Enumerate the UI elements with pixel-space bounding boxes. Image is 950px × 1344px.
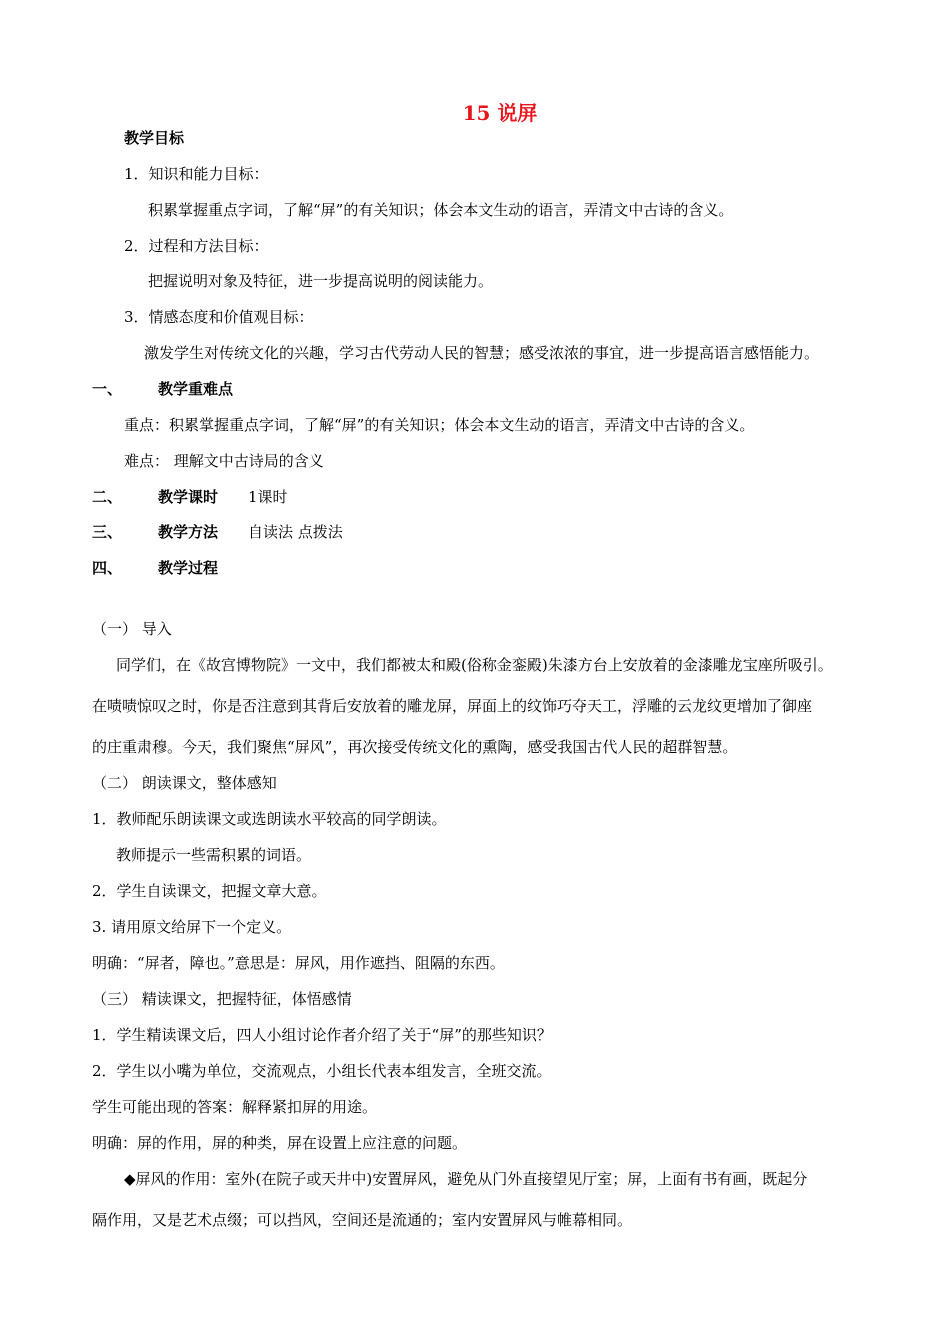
intro-line-1: 同学们，在《故宫博物院》一文中，我们都被太和殿(俗称金銮殿)朱漆方台上安放着的金漆雕龙宝座所吸引。 [116, 656, 833, 674]
part-3-possible-answer: 学生可能出现的答案：解释紧扣屏的用途。 [92, 1098, 378, 1116]
objective-2-label: 2．过程和方法目标： [124, 237, 269, 255]
objective-3-text: 激发学生对传统文化的兴趣，学习古代劳动人民的智慧；感受浓浓的事宜，进一步提高语言感悟能力。 [144, 344, 820, 362]
section-2-value: 1课时 [248, 488, 288, 506]
part-3-heading: （三） 精读课文，把握特征，体悟感情 [92, 990, 352, 1008]
section-4-heading: 教学过程 [158, 559, 219, 577]
part-2-heading: （二） 朗读课文，整体感知 [92, 774, 277, 792]
section-2-heading: 教学课时 [158, 488, 219, 506]
intro-line-3: 的庄重肃穆。今天，我们聚焦“屏风”，再次接受传统文化的熏陶，感受我国古代人民的超群智慧。 [92, 738, 738, 756]
part-3-answer: 明确：屏的作用，屏的种类，屏在设置上应注意的问题。 [92, 1134, 468, 1152]
intro-line-2: 在啧啧惊叹之时，你是否注意到其背后安放着的雕龙屏，屏面上的纹饰巧夺天工，浮雕的云龙纹更增加了御座 [92, 697, 813, 715]
section-3-heading: 教学方法 [158, 523, 219, 541]
part-2-item-3: 3. 请用原文给屏下一个定义。 [92, 918, 292, 936]
section-4-number: 四、 [92, 559, 123, 577]
document-title: 15 说屏 [462, 101, 538, 125]
key-points-text: 重点：积累掌握重点字词，了解“屏”的有关知识；体会本文生动的语言，弄清文中古诗的含义。 [124, 416, 755, 434]
section-3-number: 三、 [92, 523, 123, 541]
section-1-heading: 教学重难点 [158, 380, 234, 398]
section-1-header [92, 379, 233, 399]
section-2-number: 二、 [92, 488, 123, 506]
objective-3-label: 3．情感态度和价值观目标： [124, 308, 314, 326]
part-2-item-1: 1．教师配乐朗读课文或选朗读水平较高的同学朗读。 [92, 810, 447, 828]
part-2-item-1-note: 教师提示一些需积累的词语。 [116, 846, 312, 864]
part-3-item-2: 2．学生以小嘴为单位，交流观点，小组长代表本组发言，全班交流。 [92, 1062, 552, 1080]
part-3-item-1: 1．学生精读课文后，四人小组讨论作者介绍了关于“屏”的那些知识？ [92, 1026, 552, 1044]
screen-function-line-2: 隔作用，又是艺术点缀；可以挡风，空间还是流通的；室内安置屏风与帷幕相同。 [92, 1211, 633, 1229]
section-3-header [92, 522, 343, 542]
screen-function-line-1: ◆屏风的作用：室外(在院子或天井中)安置屏风，避免从门外直接望见厅室；屏，上面有书有画，既起分 [124, 1170, 808, 1188]
part-2-answer: 明确：“屏者，障也。”意思是：屏风，用作遮挡、阻隔的东西。 [92, 954, 505, 972]
section-4-header [92, 558, 218, 578]
difficult-points-text: 难点： 理解文中古诗局的含义 [124, 452, 324, 470]
objectives-heading: 教学目标 [124, 129, 185, 147]
section-1-number: 一、 [92, 380, 123, 398]
objective-1-label: 1．知识和能力目标： [124, 165, 269, 183]
section-3-value: 自读法 点拨法 [248, 523, 343, 541]
part-1-heading: （一） 导入 [92, 620, 172, 638]
objective-2-text: 把握说明对象及特征，进一步提高说明的阅读能力。 [148, 272, 494, 290]
section-2-header [92, 487, 288, 507]
objective-1-text: 积累掌握重点字词，了解“屏”的有关知识；体会本文生动的语言，弄清文中古诗的含义。 [148, 201, 734, 219]
part-2-item-2: 2．学生自读课文，把握文章大意。 [92, 882, 327, 900]
